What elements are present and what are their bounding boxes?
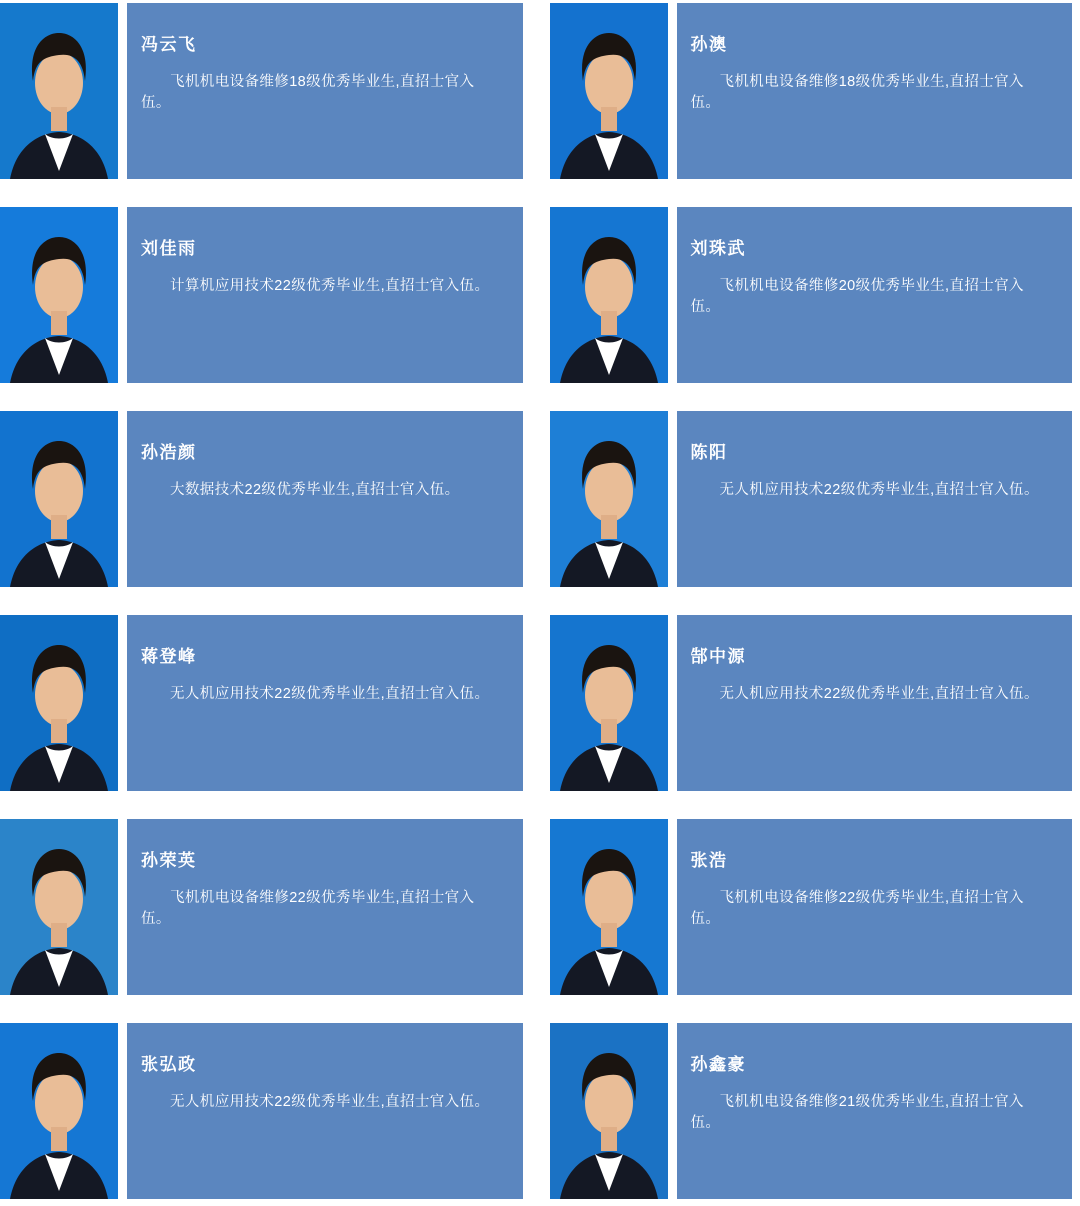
student-description: 大数据技术22级优秀毕业生,直招士官入伍。: [170, 482, 460, 498]
student-description: 计算机应用技术22级优秀毕业生,直招士官入伍。: [170, 278, 490, 294]
student-photo: [0, 615, 118, 791]
info-panel: [127, 615, 523, 791]
info-panel: [127, 819, 523, 995]
graduate-card: [0, 3, 523, 179]
person-silhouette-icon: [550, 615, 668, 791]
graduate-card: [550, 1023, 1073, 1199]
student-photo: [0, 1023, 118, 1199]
student-description: 无人机应用技术22级优秀毕业生,直招士官入伍。: [170, 686, 490, 702]
person-silhouette-icon: [550, 411, 668, 587]
student-name: 陈阳: [690, 443, 728, 462]
info-panel: [677, 1023, 1073, 1199]
graduate-card: [0, 1023, 523, 1199]
info-panel: [677, 3, 1073, 179]
student-description: 飞机机电设备维修20级优秀毕业生,直招士官入伍。: [690, 278, 1024, 316]
person-silhouette-icon: [0, 411, 118, 587]
graduate-card: [550, 3, 1073, 179]
student-photo: [550, 819, 668, 995]
info-panel: [127, 207, 523, 383]
student-photo: [550, 1023, 668, 1199]
info-panel: [127, 3, 523, 179]
graduate-card: [550, 411, 1073, 587]
student-photo: [550, 3, 668, 179]
student-description: 无人机应用技术22级优秀毕业生,直招士官入伍。: [170, 1094, 490, 1110]
student-photo: [0, 819, 118, 995]
student-photo: [0, 411, 118, 587]
person-silhouette-icon: [0, 3, 118, 179]
student-photo: [550, 411, 668, 587]
student-description: 飞机机电设备维修21级优秀毕业生,直招士官入伍。: [690, 1094, 1024, 1132]
student-description: 飞机机电设备维修18级优秀毕业生,直招士官入伍。: [690, 74, 1024, 112]
graduate-card: [0, 411, 523, 587]
graduate-card: [550, 207, 1073, 383]
person-silhouette-icon: [550, 819, 668, 995]
person-silhouette-icon: [0, 1023, 118, 1199]
graduate-card: [0, 207, 523, 383]
graduate-card: [550, 615, 1073, 791]
student-name: 刘佳雨: [141, 239, 197, 258]
person-silhouette-icon: [0, 819, 118, 995]
graduate-card: [0, 819, 523, 995]
student-name: 刘珠武: [690, 239, 746, 258]
person-silhouette-icon: [550, 207, 668, 383]
person-silhouette-icon: [0, 615, 118, 791]
person-silhouette-icon: [0, 207, 118, 383]
student-photo: [0, 207, 118, 383]
student-description: 飞机机电设备维修22级优秀毕业生,直招士官入伍。: [690, 890, 1024, 928]
student-name: 冯云飞: [141, 35, 197, 54]
info-panel: [677, 615, 1073, 791]
student-name: 张浩: [690, 851, 728, 870]
student-name: 孙荣英: [141, 851, 197, 870]
graduate-card: [550, 819, 1073, 995]
student-name: 孙澳: [690, 35, 728, 54]
student-name: 郜中源: [690, 647, 746, 666]
student-description: 飞机机电设备维修22级优秀毕业生,直招士官入伍。: [141, 890, 475, 928]
student-description: 无人机应用技术22级优秀毕业生,直招士官入伍。: [719, 686, 1039, 702]
student-description: 飞机机电设备维修18级优秀毕业生,直招士官入伍。: [141, 74, 475, 112]
graduate-card: [0, 615, 523, 791]
student-name: 蒋登峰: [141, 647, 197, 666]
student-description: 无人机应用技术22级优秀毕业生,直招士官入伍。: [719, 482, 1039, 498]
info-panel: [127, 1023, 523, 1199]
info-panel: [677, 411, 1073, 587]
person-silhouette-icon: [550, 1023, 668, 1199]
student-photo: [550, 207, 668, 383]
student-photo: [0, 3, 118, 179]
info-panel: [677, 207, 1073, 383]
info-panel: [677, 819, 1073, 995]
person-silhouette-icon: [550, 3, 668, 179]
student-photo: [550, 615, 668, 791]
graduates-grid: [0, 3, 1072, 1199]
info-panel: [127, 411, 523, 587]
student-name: 孙鑫豪: [690, 1055, 746, 1074]
student-name: 张弘政: [141, 1055, 197, 1074]
student-name: 孙浩颜: [141, 443, 197, 462]
